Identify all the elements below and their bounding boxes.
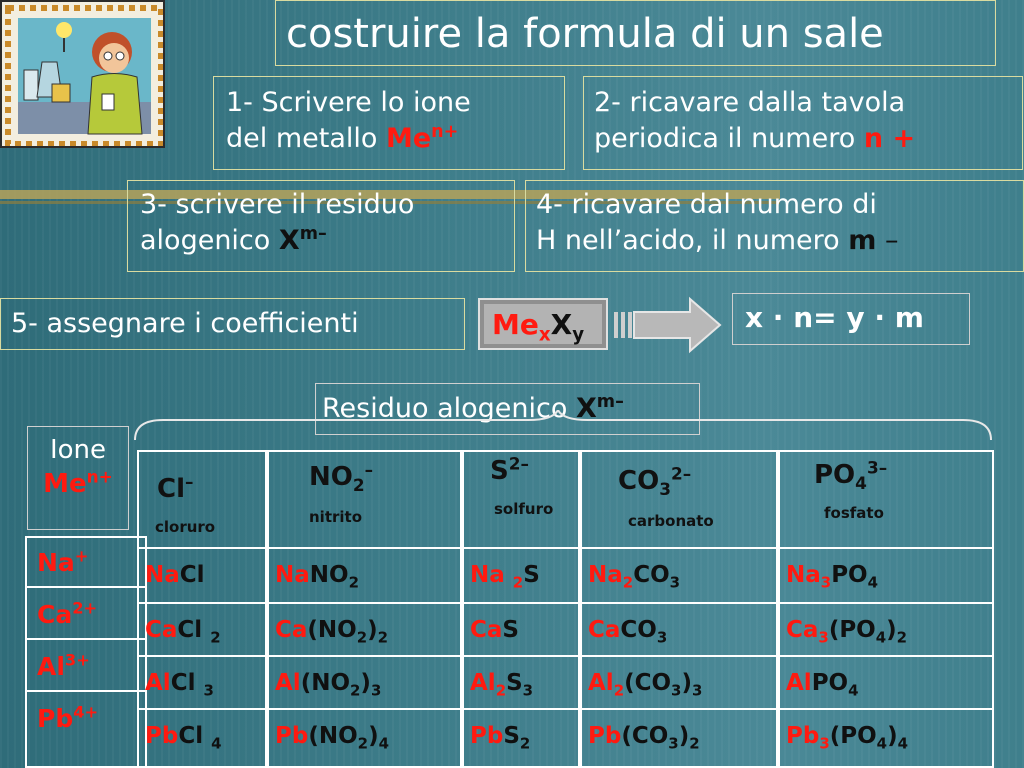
salt-metal: Na [275, 562, 310, 588]
relation-formula [732, 293, 970, 345]
anion-name: S [490, 456, 509, 486]
step-3-text: alogenico [140, 225, 279, 256]
salt-metal: Pb [275, 723, 309, 749]
step-4-m: m [848, 225, 877, 256]
residuo-charge: m– [596, 392, 624, 412]
salt-cell [582, 547, 776, 599]
salt-anion: PO [811, 670, 849, 696]
salt-subscript: 3 [668, 734, 679, 753]
salt-subscript: 3 [669, 573, 681, 592]
salt-cell [269, 708, 460, 760]
curly-brace-icon [133, 410, 993, 450]
ion-cell [27, 590, 145, 640]
residuo-x: X [575, 393, 597, 424]
salt-subscript: 4 [211, 734, 222, 753]
ion-symbol: Al [37, 652, 65, 681]
salt-cell [780, 708, 992, 760]
relation-formula-text: x · n= y · m [745, 301, 924, 334]
salt-subscript: 4 [876, 734, 888, 753]
step-2-text: periodica il numero [594, 123, 864, 154]
salt-metal: Al [275, 670, 301, 696]
salt-anion: (PO [829, 723, 877, 749]
salt-metal: Pb [145, 723, 179, 749]
salt-anion: ) [368, 723, 379, 749]
salt-subscript: 4 [848, 681, 859, 700]
ion-charge: 2+ [72, 598, 98, 618]
salt-anion: S [502, 617, 519, 643]
salt-metal-subscript: 3 [818, 628, 829, 647]
chemist-illustration [0, 0, 165, 148]
column-header [464, 452, 578, 547]
anion-charge: – [364, 459, 374, 480]
anion-name: Cl [157, 474, 185, 504]
ion-charge: 3+ [64, 650, 90, 670]
ion-cell [27, 642, 145, 692]
anion-name: NO [309, 462, 353, 492]
salt-metal-subscript: 3 [820, 573, 832, 592]
salt-metal-subscript: 2 [613, 681, 625, 700]
salt-subscript: 3 [370, 681, 382, 700]
salt-cell [464, 547, 578, 599]
salt-subscript: 3 [691, 681, 703, 700]
salt-subscript: 2 [350, 681, 361, 700]
ions-column [25, 536, 147, 768]
salt-anion: S [523, 562, 540, 588]
salt-metal-subscript: 2 [622, 573, 634, 592]
salt-metal-subscript: 2 [495, 681, 507, 700]
salt-anion: (NO [300, 670, 351, 696]
salt-anion: Cl [178, 723, 212, 749]
column-nitrito [267, 450, 462, 768]
anion-formula [490, 453, 529, 486]
salt-space [505, 562, 513, 588]
salt-anion: CO [620, 617, 657, 643]
step-3-line2 [140, 223, 502, 259]
step-3-charge: m– [299, 224, 327, 244]
anion-label: fosfato [824, 504, 884, 522]
salt-cell [139, 547, 265, 599]
column-header [139, 452, 265, 547]
salt-cell [582, 708, 776, 760]
anion-charge: 2– [508, 453, 529, 474]
mexy-x: X [550, 308, 573, 341]
salt-subscript: 2 [377, 628, 389, 647]
ione-label: Ione [49, 435, 107, 465]
column-carbonato [580, 450, 778, 768]
salt-cell [780, 655, 992, 707]
salt-metal: Al [588, 670, 614, 696]
anion-label: carbonato [628, 512, 714, 530]
ione-me-line [28, 467, 128, 501]
residuo-label: Residuo alogenico [322, 393, 576, 424]
salt-anion: ) [367, 617, 378, 643]
step-3-box [127, 180, 515, 272]
salt-subscript: 4 [897, 734, 908, 753]
anion-label: solfuro [494, 500, 554, 518]
salt-metal: Pb [786, 723, 820, 749]
step-1-line1: 1- Scrivere lo ione [226, 87, 471, 118]
salt-cell [582, 655, 776, 707]
salt-cell [139, 602, 265, 654]
salt-subscript: 2 [210, 628, 221, 647]
salt-cell [269, 655, 460, 707]
step-4-box [525, 180, 1024, 272]
salt-cell [139, 655, 265, 707]
salt-metal: Ca [786, 617, 819, 643]
column-solfuro [462, 450, 580, 768]
salt-metal: Ca [275, 617, 308, 643]
step-4-text: H nell’acido, il numero [536, 225, 849, 256]
salt-anion: Cl [179, 562, 205, 588]
ione-charge: n+ [86, 466, 113, 487]
salt-anion: Cl [177, 617, 211, 643]
step-1-me: Me [385, 123, 432, 154]
salt-subscript: 3 [522, 681, 534, 700]
step-5-box [0, 298, 465, 350]
salt-metal: Al [786, 670, 812, 696]
salt-subscript: 4 [378, 734, 389, 753]
salt-anion: (CO [624, 670, 672, 696]
step-5-text: 5- assegnare i coefficienti [11, 308, 359, 339]
step-2-n: n + [863, 123, 916, 154]
salt-subscript: 3 [671, 681, 682, 700]
anion-name: CO [618, 466, 660, 496]
ion-symbol: Na [37, 548, 75, 577]
chemist-picture [2, 2, 165, 148]
anion-subscript: 2 [352, 475, 365, 496]
salt-anion: Cl [170, 670, 204, 696]
salt-anion: ) [886, 617, 897, 643]
salt-cell [464, 708, 578, 760]
ion-symbol: Pb [37, 704, 74, 733]
anion-charge: – [185, 471, 194, 492]
mexy-x-sub: x [538, 324, 551, 346]
salt-anion: PO [831, 562, 868, 588]
anion-formula [618, 463, 692, 500]
anion-charge: 3– [866, 457, 888, 478]
column-header [269, 452, 460, 547]
step-1-charge: n+ [431, 122, 459, 142]
general-formula-box [478, 298, 608, 350]
anion-formula [309, 459, 374, 496]
column-cloruro [137, 450, 267, 768]
salt-subscript: 2 [348, 573, 359, 592]
salt-cell [780, 602, 992, 654]
page-title [275, 0, 996, 66]
anion-subscript: 4 [855, 473, 867, 494]
salt-metal: Na [470, 562, 505, 588]
column-header [582, 452, 776, 547]
salt-subscript: 2 [689, 734, 700, 753]
salt-cell [464, 602, 578, 654]
ion-cell [27, 694, 145, 744]
salt-anion: (NO [307, 617, 357, 643]
column-header [780, 452, 992, 547]
salt-metal-subscript: 3 [819, 734, 830, 753]
salt-anion: ) [887, 723, 898, 749]
anion-charge: 2– [670, 463, 692, 484]
salt-subscript: 2 [357, 734, 369, 753]
anion-label: cloruro [155, 518, 216, 536]
anion-formula [157, 471, 194, 504]
salt-anion: (CO [621, 723, 669, 749]
salt-subscript: 2 [356, 628, 368, 647]
salt-subscript: 2 [519, 734, 531, 753]
salt-metal-subscript: 2 [512, 573, 524, 592]
salt-cell [139, 708, 265, 760]
mexy-y-sub: y [572, 324, 585, 346]
salt-anion: NO [309, 562, 349, 588]
salt-metal: Na [786, 562, 821, 588]
salt-anion: S [503, 723, 520, 749]
salt-metal: Al [145, 670, 171, 696]
step-1-line2 [226, 121, 552, 157]
salt-subscript: 4 [867, 573, 879, 592]
salt-cell [780, 547, 992, 599]
salt-metal: Pb [470, 723, 504, 749]
ion-symbol: Ca [37, 600, 73, 629]
anion-formula [814, 457, 888, 494]
title-text: costruire la formula di un sale [286, 11, 884, 57]
salt-anion: ) [360, 670, 371, 696]
step-4-minus: – [876, 225, 899, 256]
step-2-box [583, 76, 1023, 170]
step-1-box [213, 76, 565, 170]
step-4-line1: 4- ricavare dal numero di [536, 189, 877, 220]
salt-metal: Na [588, 562, 623, 588]
column-fosfato [778, 450, 994, 768]
salt-anion: CO [633, 562, 670, 588]
salt-metal: Na [145, 562, 180, 588]
salt-anion: ) [678, 723, 690, 749]
salt-subscript: 4 [875, 628, 887, 647]
salt-anion: S [506, 670, 523, 696]
arrow-icon [612, 296, 724, 354]
ione-me: Me [43, 469, 87, 499]
salt-anion: ) [681, 670, 692, 696]
step-3-x: X [278, 225, 300, 256]
step-4-line2 [536, 223, 1013, 259]
salt-cell [464, 655, 578, 707]
salt-anion: (NO [308, 723, 358, 749]
step-2-line2 [594, 121, 1012, 157]
salt-cell [269, 547, 460, 599]
step-3-line1: 3- scrivere il residuo [140, 189, 415, 220]
salt-subscript: 3 [656, 628, 668, 647]
ion-cell [27, 538, 145, 588]
ion-charge: + [74, 546, 89, 566]
salt-metal: Ca [588, 617, 621, 643]
ion-charge: 4+ [73, 702, 99, 722]
ione-heading [27, 426, 129, 530]
step-1-text: del metallo [226, 123, 386, 154]
step-2-line1: 2- ricavare dalla tavola [594, 87, 906, 118]
salt-metal: Al [470, 670, 496, 696]
mexy-me: Me [492, 308, 539, 341]
anion-subscript: 3 [659, 479, 671, 500]
salt-subscript: 2 [896, 628, 908, 647]
anion-name: PO [814, 460, 856, 490]
anion-label: nitrito [309, 508, 363, 526]
salt-metal: Ca [145, 617, 178, 643]
salt-metal: Ca [470, 617, 503, 643]
salt-cell [269, 602, 460, 654]
salt-subscript: 3 [203, 681, 214, 700]
salt-cell [582, 602, 776, 654]
salt-metal: Pb [588, 723, 622, 749]
salt-anion: (PO [828, 617, 876, 643]
